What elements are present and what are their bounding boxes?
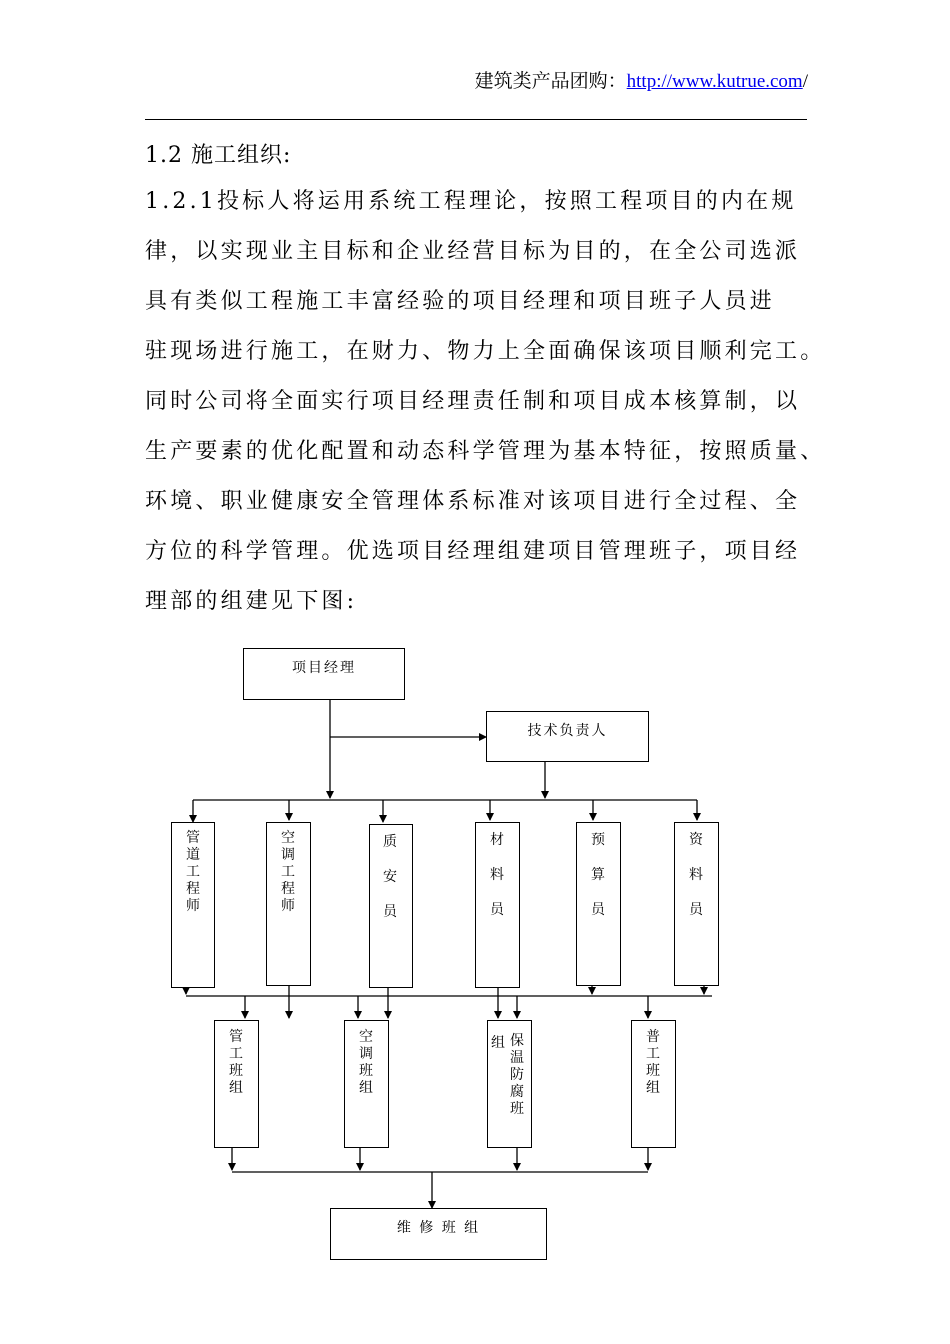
paragraph-line: 驻现场进行施工，在财力、物力上全面确保该项目顺利完工。 [145, 339, 826, 364]
team-box-general [631, 1020, 676, 1148]
team-box-hvac [344, 1020, 389, 1148]
role-box-budget [576, 822, 621, 986]
project-manager-label: 项目经理 [292, 660, 356, 676]
role-label: 空调工程师 [281, 830, 295, 914]
team-label: 普工班组 [646, 1029, 660, 1096]
paragraph-line: 1.2.1投标人将运用系统工程理论，按照工程项目的内在规 [145, 189, 797, 214]
paragraph-line: 方位的科学管理。优选项目经理组建项目管理班子，项目经 [145, 539, 801, 564]
header-suffix: / [802, 71, 808, 92]
role-label: 质安员 [383, 834, 397, 920]
team-box-insulation [487, 1020, 532, 1148]
team-box-pipe [214, 1020, 259, 1148]
team-side-label: 组 [491, 1035, 505, 1051]
paragraph-line: 理部的组建见下图: [145, 589, 358, 614]
role-label: 预算员 [591, 832, 605, 918]
maintenance-team-label: 维 修 班 组 [396, 1220, 481, 1236]
paragraph-line: 具有类似工程施工丰富经验的项目经理和项目班子人员进 [145, 289, 776, 314]
role-box-quality-safety [369, 824, 413, 988]
section-title: 1.2 施工组织: [145, 143, 292, 168]
paragraph-line: 环境、职业健康安全管理体系标准对该项目进行全过程、全 [145, 489, 801, 514]
header-link[interactable]: http://www.kutrue.com [626, 71, 803, 92]
role-label: 资料员 [689, 832, 703, 918]
role-label: 材料员 [490, 832, 504, 918]
team-label: 保温防腐班 [510, 1033, 524, 1117]
role-box-hvac-engineer [266, 822, 311, 986]
paragraph-line: 同时公司将全面实行项目经理责任制和项目成本核算制，以 [145, 389, 801, 414]
tech-lead-box [486, 711, 649, 762]
paragraph-line: 生产要素的优化配置和动态科学管理为基本特征，按照质量、 [145, 439, 826, 464]
paragraph-line: 律，以实现业主目标和企业经营目标为目的，在全公司选派 [145, 239, 801, 264]
role-box-pipe-engineer [171, 822, 215, 988]
team-label: 空调班组 [359, 1029, 373, 1096]
header-prefix: 建筑类产品团购： [474, 71, 627, 92]
role-label: 管道工程师 [186, 830, 200, 914]
role-box-documents [674, 822, 719, 986]
maintenance-team-box [330, 1208, 547, 1260]
team-label: 管工班组 [229, 1029, 243, 1096]
project-manager-box [243, 648, 405, 700]
role-box-materials [475, 822, 520, 988]
tech-lead-label: 技术负责人 [527, 723, 608, 739]
